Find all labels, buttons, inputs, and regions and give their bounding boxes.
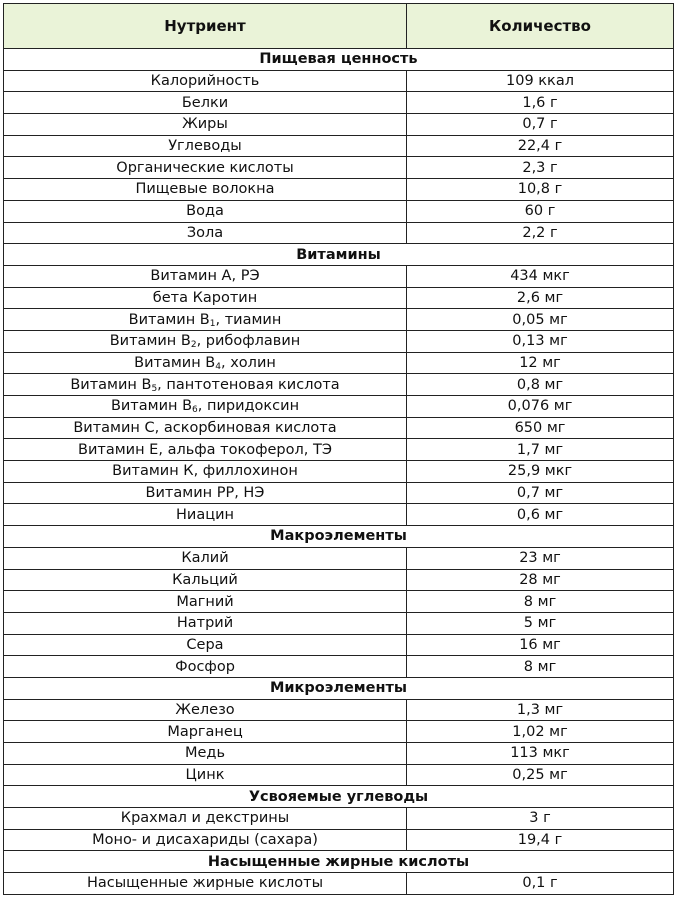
section-row bbox=[4, 851, 674, 873]
table-row bbox=[4, 200, 674, 222]
nutrient-name bbox=[4, 374, 407, 396]
table-row bbox=[4, 699, 674, 721]
nutrient-amount: 60 г bbox=[407, 200, 674, 222]
nutrient-name: Калий bbox=[4, 547, 407, 569]
nutrient-amount: 113 мкг bbox=[407, 743, 674, 765]
nutrient-name: Моно- и дисахариды (сахара) bbox=[4, 829, 407, 851]
header-nutrient: Нутриент bbox=[4, 4, 407, 49]
nutrient-amount: 1,02 мг bbox=[407, 721, 674, 743]
nutrient-amount: 2,2 г bbox=[407, 222, 674, 244]
table-row bbox=[4, 374, 674, 396]
nutrient-amount: 28 мг bbox=[407, 569, 674, 591]
nutrient-name-text: Витамин В bbox=[110, 398, 193, 415]
nutrient-name: Углеводы bbox=[4, 135, 407, 157]
nutrient-amount: 2,3 г bbox=[407, 157, 674, 179]
nutrient-name-text: Витамин В bbox=[128, 311, 210, 328]
table-row bbox=[4, 265, 674, 287]
nutrient-amount: 1,6 г bbox=[407, 92, 674, 114]
table-row bbox=[4, 829, 674, 851]
nutrient-amount: 8 мг bbox=[407, 591, 674, 613]
nutrient-amount: 3 г bbox=[407, 808, 674, 830]
nutrient-name: Ниацин bbox=[4, 504, 407, 526]
vitamin-subscript: 5 bbox=[151, 383, 158, 394]
table-row bbox=[4, 547, 674, 569]
nutrient-amount: 0,13 мг bbox=[407, 330, 674, 352]
header-amount: Количество bbox=[407, 4, 674, 49]
vitamin-subscript: 2 bbox=[190, 340, 197, 351]
nutrient-name: Пищевые волокна bbox=[4, 179, 407, 201]
nutrient-amount: 10,8 г bbox=[407, 179, 674, 201]
table-row bbox=[4, 764, 674, 786]
nutrient-amount: 0,25 мг bbox=[407, 764, 674, 786]
section-title: Макроэлементы bbox=[4, 526, 674, 548]
nutrient-amount: 0,6 мг bbox=[407, 504, 674, 526]
nutrient-name: Железо bbox=[4, 699, 407, 721]
nutrient-amount: 109 ккал bbox=[407, 70, 674, 92]
nutrient-name-text: Витамин В bbox=[134, 354, 216, 371]
nutrient-name: Магний bbox=[4, 591, 407, 613]
table-row bbox=[4, 591, 674, 613]
table-row bbox=[4, 92, 674, 114]
nutrient-name: Крахмал и декстрины bbox=[4, 808, 407, 830]
nutrient-amount: 0,8 мг bbox=[407, 374, 674, 396]
table-row bbox=[4, 396, 674, 418]
table-row bbox=[4, 309, 674, 331]
table-row bbox=[4, 504, 674, 526]
table-row bbox=[4, 612, 674, 634]
table-row bbox=[4, 808, 674, 830]
nutrient-amount: 2,6 мг bbox=[407, 287, 674, 309]
nutrient-name: Натрий bbox=[4, 612, 407, 634]
nutrient-name: Жиры bbox=[4, 114, 407, 136]
nutrient-name-suffix: , тиамин bbox=[215, 311, 282, 328]
vitamin-subscript: 6 bbox=[192, 405, 198, 416]
table-row bbox=[4, 439, 674, 461]
nutrient-name: Органические кислоты bbox=[4, 157, 407, 179]
nutrient-name: Витамин Е, альфа токоферол, ТЭ bbox=[4, 439, 407, 461]
nutrient-name: Калорийность bbox=[4, 70, 407, 92]
nutrient-name-text: Витамин В bbox=[109, 333, 191, 350]
table-row bbox=[4, 482, 674, 504]
nutrient-name: Зола bbox=[4, 222, 407, 244]
section-row bbox=[4, 244, 674, 266]
nutrient-amount: 0,7 г bbox=[407, 114, 674, 136]
nutrient-name: Насыщенные жирные кислоты bbox=[4, 873, 407, 895]
table-row bbox=[4, 721, 674, 743]
section-row bbox=[4, 526, 674, 548]
table-row bbox=[4, 114, 674, 136]
table-row bbox=[4, 417, 674, 439]
section-title: Пищевая ценность bbox=[4, 49, 674, 71]
nutrient-name: Витамин С, аскорбиновая кислота bbox=[4, 417, 407, 439]
nutrient-name: Цинк bbox=[4, 764, 407, 786]
nutrient-name: бета Каротин bbox=[4, 287, 407, 309]
table-row bbox=[4, 287, 674, 309]
table-row bbox=[4, 352, 674, 374]
nutrient-name-suffix: , холин bbox=[221, 354, 276, 371]
nutrient-name: Фосфор bbox=[4, 656, 407, 678]
nutrient-amount: 8 мг bbox=[407, 656, 674, 678]
table-body bbox=[4, 49, 674, 895]
nutrient-amount: 23 мг bbox=[407, 547, 674, 569]
table-row bbox=[4, 873, 674, 895]
section-title: Усвояемые углеводы bbox=[4, 786, 674, 808]
nutrient-name: Витамин А, РЭ bbox=[4, 265, 407, 287]
section-title: Микроэлементы bbox=[4, 677, 674, 699]
nutrient-amount: 1,7 мг bbox=[407, 439, 674, 461]
nutrient-amount: 650 мг bbox=[407, 417, 674, 439]
section-title: Насыщенные жирные кислоты bbox=[4, 851, 674, 873]
nutrient-name-suffix: , пантотеновая кислота bbox=[157, 376, 340, 393]
nutrient-name-suffix: , рибофлавин bbox=[196, 333, 301, 350]
nutrient-amount: 19,4 г bbox=[407, 829, 674, 851]
table-row bbox=[4, 222, 674, 244]
nutrient-name: Кальций bbox=[4, 569, 407, 591]
nutrient-name: Марганец bbox=[4, 721, 407, 743]
nutrient-amount: 16 мг bbox=[407, 634, 674, 656]
nutrient-name: Вода bbox=[4, 200, 407, 222]
table-row bbox=[4, 157, 674, 179]
table-row bbox=[4, 330, 674, 352]
table-row bbox=[4, 179, 674, 201]
section-row bbox=[4, 786, 674, 808]
nutrient-name bbox=[4, 309, 407, 331]
nutrient-name bbox=[4, 396, 407, 418]
table-row bbox=[4, 656, 674, 678]
nutrient-name: Сера bbox=[4, 634, 407, 656]
header-row bbox=[4, 4, 674, 49]
nutrient-amount: 434 мкг bbox=[407, 265, 674, 287]
nutrient-amount: 0,05 мг bbox=[407, 309, 674, 331]
nutrient-name bbox=[4, 352, 407, 374]
table-row bbox=[4, 135, 674, 157]
table-header bbox=[4, 4, 674, 49]
section-row bbox=[4, 677, 674, 699]
section-row bbox=[4, 49, 674, 71]
nutrient-name: Витамин К, филлохинон bbox=[4, 461, 407, 483]
table-row bbox=[4, 743, 674, 765]
section-title: Витамины bbox=[4, 244, 674, 266]
table-row bbox=[4, 634, 674, 656]
nutrient-amount: 0,076 мг bbox=[407, 396, 674, 418]
nutrient-amount: 12 мг bbox=[407, 352, 674, 374]
vitamin-subscript: 4 bbox=[215, 361, 221, 372]
table-row bbox=[4, 70, 674, 92]
nutrient-name: Витамин РР, НЭ bbox=[4, 482, 407, 504]
nutrient-amount: 5 мг bbox=[407, 612, 674, 634]
nutrient-amount: 0,1 г bbox=[407, 873, 674, 895]
table-row bbox=[4, 569, 674, 591]
nutrient-name bbox=[4, 330, 407, 352]
nutrition-table bbox=[3, 3, 674, 895]
table-row bbox=[4, 461, 674, 483]
nutrient-name: Белки bbox=[4, 92, 407, 114]
nutrient-amount: 0,7 мг bbox=[407, 482, 674, 504]
nutrient-amount: 1,3 мг bbox=[407, 699, 674, 721]
nutrient-amount: 22,4 г bbox=[407, 135, 674, 157]
nutrient-name-text: Витамин В bbox=[70, 376, 152, 393]
vitamin-subscript: 1 bbox=[209, 318, 216, 329]
nutrient-amount: 25,9 мкг bbox=[407, 461, 674, 483]
nutrient-name-suffix: , пиридоксин bbox=[197, 398, 300, 415]
nutrient-name: Медь bbox=[4, 743, 407, 765]
